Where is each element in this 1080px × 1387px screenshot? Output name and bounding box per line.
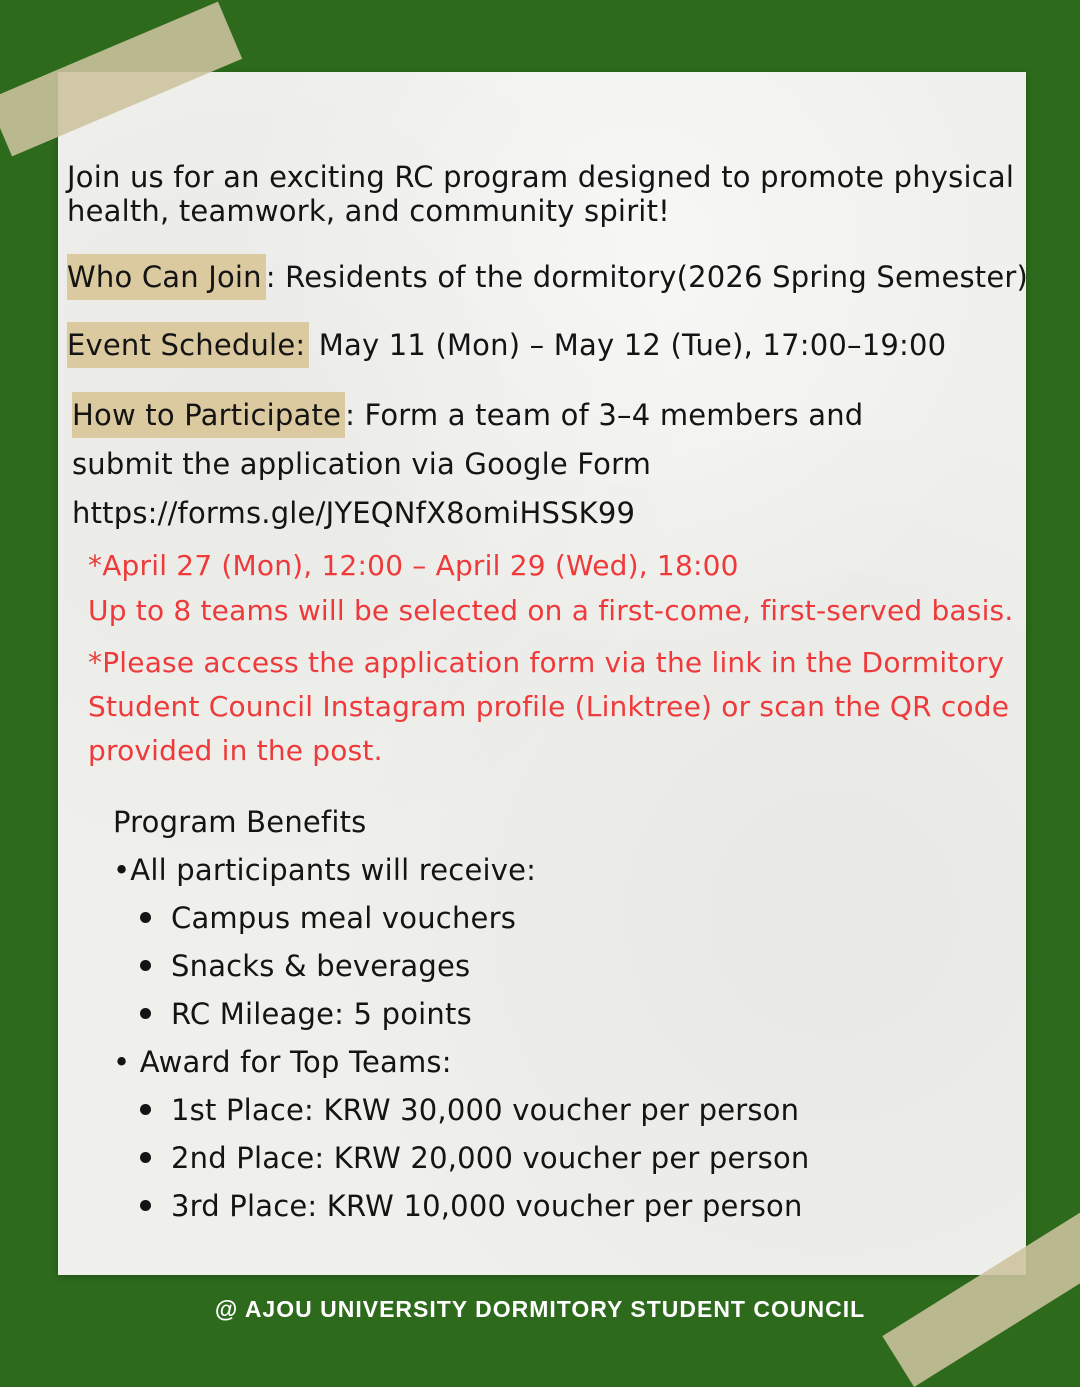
award-item-text: 1st Place: KRW 30,000 voucher per person (171, 1093, 800, 1127)
footer-credit: @ AJOU UNIVERSITY DORMITORY STUDENT COUNCIL (214, 1296, 866, 1322)
who-can-join-label: Who Can Join (67, 254, 266, 300)
benefit-item (140, 949, 470, 983)
access-notice-line-1: *Please access the application form via the link in the Dormitory (88, 646, 1005, 679)
benefit-item (140, 901, 516, 935)
how-to-participate-line-1: : Form a team of 3–4 members and (345, 398, 864, 432)
award-item (140, 1189, 803, 1223)
benefit-item-text: RC Mileage: 5 points (171, 997, 472, 1031)
benefit-item-text: Campus meal vouchers (171, 901, 517, 935)
bullet-icon (140, 1008, 151, 1019)
team-limit-notice: Up to 8 teams will be selected on a first-come, first-served basis. (88, 594, 1014, 627)
benefit-item-text: Snacks & beverages (171, 949, 471, 983)
how-to-participate-line-2: submit the application via Google Form (72, 447, 652, 481)
intro-text (67, 160, 1014, 228)
bullet-icon (140, 1152, 151, 1163)
intro-line-2: health, teamwork, and community spirit! (67, 194, 670, 228)
award-item-text: 2nd Place: KRW 20,000 voucher per person (171, 1141, 810, 1175)
bullet-icon (140, 960, 151, 971)
award-item (140, 1141, 810, 1175)
benefit-item (140, 997, 472, 1031)
who-can-join (67, 260, 1028, 294)
google-form-link[interactable]: https://forms.gle/JYEQNfX8omiHSSK99 (72, 496, 636, 530)
application-period: *April 27 (Mon), 12:00 – April 29 (Wed), 18:00 (88, 549, 739, 582)
award-item-text: 3rd Place: KRW 10,000 voucher per person (171, 1189, 803, 1223)
access-notice-line-2: Student Council Instagram profile (Linktree) or scan the QR code (88, 690, 1010, 723)
all-participants-label: •All participants will receive: (113, 853, 537, 887)
program-benefits-title: Program Benefits (113, 805, 367, 839)
intro-line-1: Join us for an exciting RC program designed to promote physical (67, 160, 1015, 194)
how-to-participate-label: How to Participate (72, 392, 345, 438)
event-schedule (67, 328, 946, 362)
award-item (140, 1093, 799, 1127)
event-schedule-value: May 11 (Mon) – May 12 (Tue), 17:00–19:00 (309, 328, 947, 362)
bullet-icon (140, 1104, 151, 1115)
bullet-icon (140, 912, 151, 923)
who-can-join-value: : Residents of the dormitory(2026 Spring Semester) (265, 260, 1029, 294)
award-label: • Award for Top Teams: (113, 1045, 452, 1079)
event-schedule-label: Event Schedule: (67, 322, 309, 368)
access-notice-line-3: provided in the post. (88, 734, 383, 767)
how-to-participate (72, 398, 863, 432)
bullet-icon (140, 1200, 151, 1211)
